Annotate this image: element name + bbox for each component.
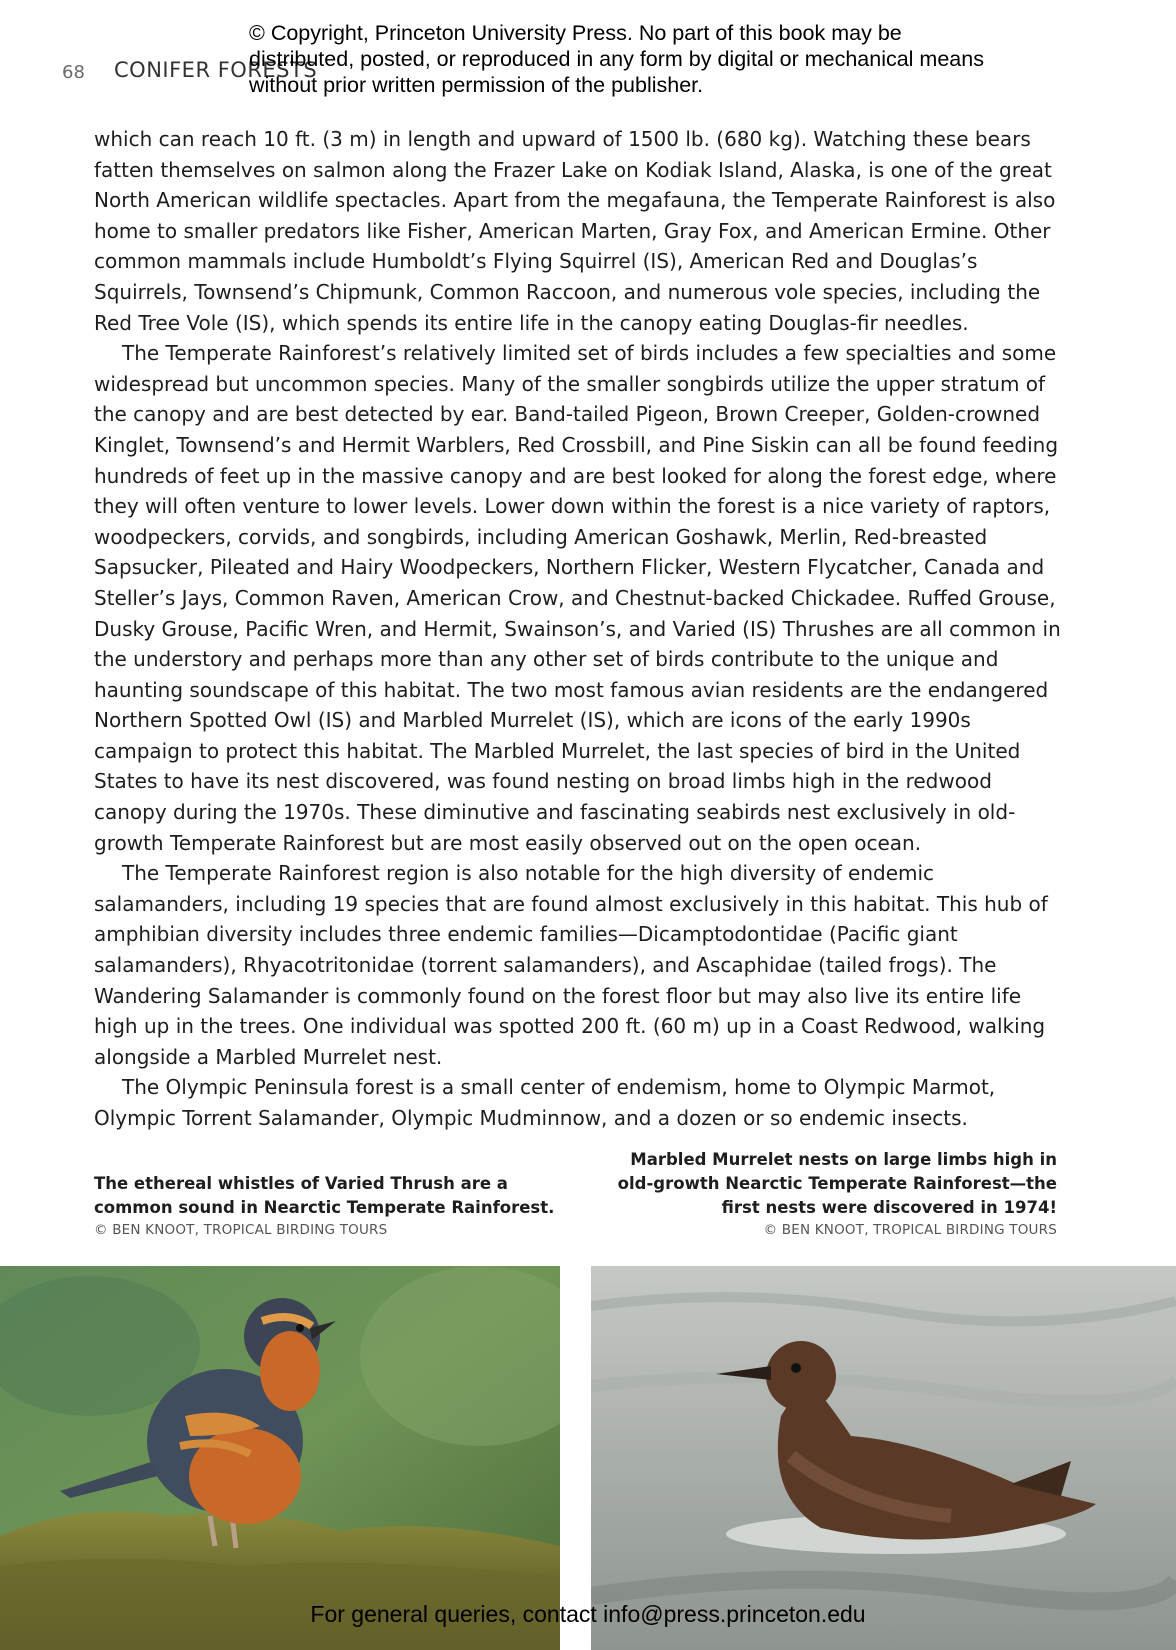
section-title: CONIFER FORESTS: [114, 58, 318, 82]
paragraph: which can reach 10 ft. (3 m) in length and upward of 1500 lb. (680 kg). Watching these bears fatten themselves on salmon along the Frazer Lake on Kodiak Island, Alaska, is one of the great North American wildlife spectacles. Apart from the megafauna, the Temperate Rainforest is also home to smaller predators like Fisher, American Marten, Gray Fox, and American Ermine. Other common mammals include Humboldt’s Flying Squirrel (IS), American Red and Douglas’s Squirrels, Townsend’s Chipmunk, Common Raccoon, and numerous vole species, including the Red Tree Vole (IS), which spends its entire life in the canopy eating Douglas-fir needles.: [94, 127, 1056, 335]
page-number: 68: [62, 62, 85, 83]
varied-thrush-image: [0, 1266, 560, 1650]
paragraph: The Olympic Peninsula forest is a small center of endemism, home to Olympic Marmot, Olympic Torrent Salamander, Olympic Mudminnow, and a dozen or so endemic insects.: [94, 1075, 996, 1130]
body-text: [94, 124, 1069, 1134]
caption-varied-thrush: [94, 1172, 574, 1240]
caption-marbled-murrelet: [597, 1148, 1057, 1240]
footer-contact: For general queries, contact info@press.princeton.edu: [310, 1601, 866, 1627]
photo-credit: © BEN KNOOT, TROPICAL BIRDING TOURS: [94, 1222, 388, 1238]
paragraph: The Temperate Rainforest’s relatively limited set of birds includes a few specialties and some widespread but uncommon species. Many of the smaller songbirds utilize the upper stratum of the canopy and are best detected by ear. Band-tailed Pigeon, Brown Creeper, Golden-crowned Kinglet, Townsend’s and Hermit Warblers, Red Crossbill, and Pine Siskin can all be found feeding hundreds of feet up in the massive canopy and are best looked for along the forest edge, where they will often venture to lower levels. Lower down within the forest is a nice variety of raptors, woodpeckers, corvids, and songbirds, including American Goshawk, Merlin, Red-breasted Sapsucker, Pileated and Hairy Woodpeckers, Northern Flicker, Western Flycatcher, Canada and Steller’s Jays, Common Raven, American Crow, and Chestnut-backed Chickadee. Ruffed Grouse, Dusky Grouse, Pacific Wren, and Hermit, Swainson’s, and Varied (IS) Thrushes are all common in the understory and perhaps more than any other set of birds contribute to the unique and haunting soundscape of this habitat. The two most famous avian residents are the endangered Northern Spotted Owl (IS) and Marbled Murrelet (IS), which are icons of the early 1990s campaign to protect this habitat. The Marbled Murrelet, the last species of bird in the United States to have its nest discovered, was found nesting on broad limbs high in the redwood canopy during the 1970s. These diminutive and fascinating seabirds nest exclusively in old-growth Temperate Rainforest but are most easily observed out on the open ocean.: [94, 341, 1061, 855]
copyright-notice: © Copyright, Princeton University Press. No part of this book may be distributed, posted, or reproduced in any form by digital or mechanical means without prior written permission of the publisher.: [249, 21, 984, 97]
photo-credit: © BEN KNOOT, TROPICAL BIRDING TOURS: [763, 1222, 1057, 1238]
marbled-murrelet-photo: [591, 1266, 1176, 1650]
marbled-murrelet-image: [591, 1266, 1176, 1650]
paragraph: The Temperate Rainforest region is also notable for the high diversity of endemic salamanders, including 19 species that are found almost exclusively in this habitat. This hub of amphibian diversity includes three endemic families—Dicamptodontidae (Pacific giant salamanders), Rhyacotritonidae (torrent salamanders), and Ascaphidae (tailed frogs). The Wandering Salamander is commonly found on the forest floor but may also live its entire life high up in the trees. One individual was spotted 200 ft. (60 m) up in a Coast Redwood, walking alongside a Marbled Murrelet nest.: [94, 861, 1048, 1069]
caption-text: Marbled Murrelet nests on large limbs high in old-growth Nearctic Temperate Rainforest—the first nests were discovered in 1974!: [617, 1150, 1057, 1217]
varied-thrush-photo: [0, 1266, 560, 1650]
caption-text: The ethereal whistles of Varied Thrush are a common sound in Nearctic Temperate Rainforest.: [94, 1174, 555, 1217]
